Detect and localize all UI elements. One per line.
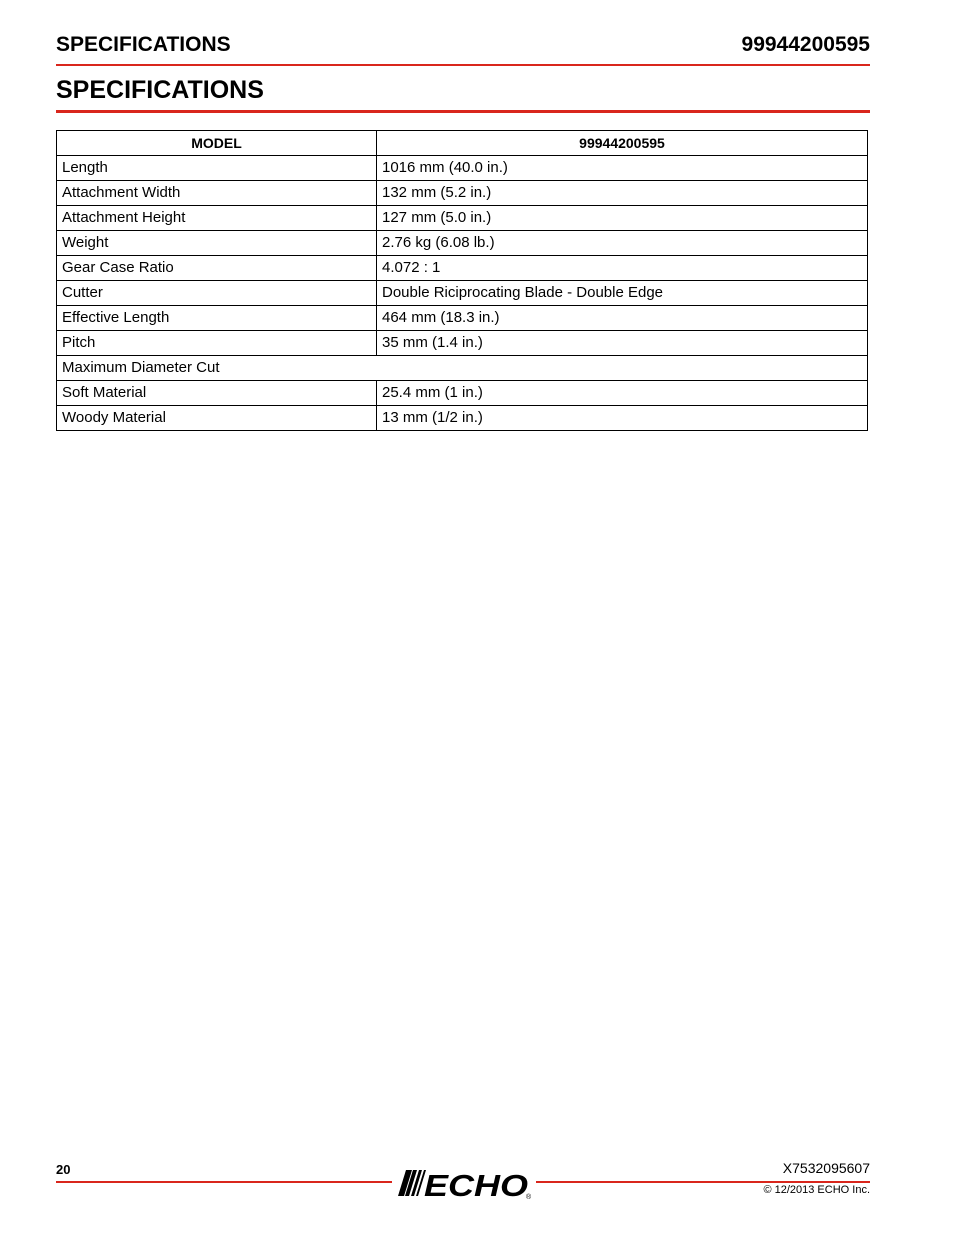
table-row bbox=[57, 406, 868, 431]
copyright-notice: © 12/2013 ECHO Inc. bbox=[763, 1184, 870, 1196]
page-number: 20 bbox=[56, 1162, 71, 1177]
echo-logo-wordmark: ECHO bbox=[424, 1168, 528, 1200]
spec-value: 1016 mm (40.0 in.) bbox=[377, 156, 868, 181]
column-header-model-number: 99944200595 bbox=[377, 131, 868, 156]
spec-label: Weight bbox=[57, 231, 377, 256]
spec-value: 13 mm (1/2 in.) bbox=[377, 406, 868, 431]
spec-label: Woody Material bbox=[57, 406, 377, 431]
table-row bbox=[57, 306, 868, 331]
spec-label: Maximum Diameter Cut bbox=[57, 356, 868, 381]
page-title-text: SPECIFICATIONS bbox=[56, 76, 264, 104]
echo-logo-stripes bbox=[398, 1170, 426, 1196]
running-header bbox=[56, 30, 870, 66]
spec-value: Double Riciprocating Blade - Double Edge bbox=[377, 281, 868, 306]
table-row bbox=[57, 231, 868, 256]
column-header-model: MODEL bbox=[57, 131, 377, 156]
spec-label: Pitch bbox=[57, 331, 377, 356]
table-row bbox=[57, 256, 868, 281]
footer-rule-right bbox=[536, 1181, 870, 1183]
spec-value: 464 mm (18.3 in.) bbox=[377, 306, 868, 331]
spec-value: 2.76 kg (6.08 lb.) bbox=[377, 231, 868, 256]
footer-rule-left bbox=[56, 1181, 392, 1183]
spec-label: Length bbox=[57, 156, 377, 181]
spec-value: 132 mm (5.2 in.) bbox=[377, 181, 868, 206]
spec-value: 35 mm (1.4 in.) bbox=[377, 331, 868, 356]
spec-label: Gear Case Ratio bbox=[57, 256, 377, 281]
spec-label: Cutter bbox=[57, 281, 377, 306]
table-row bbox=[57, 331, 868, 356]
spec-label: Attachment Height bbox=[57, 206, 377, 231]
spec-label: Attachment Width bbox=[57, 181, 377, 206]
table-row bbox=[57, 206, 868, 231]
document-number: X7532095607 bbox=[782, 1160, 870, 1176]
table-row bbox=[57, 281, 868, 306]
table-header-row bbox=[57, 131, 868, 156]
spec-value: 127 mm (5.0 in.) bbox=[377, 206, 868, 231]
spec-label: Soft Material bbox=[57, 381, 377, 406]
specifications-table-body bbox=[57, 156, 868, 431]
spec-label: Effective Length bbox=[57, 306, 377, 331]
table-row bbox=[57, 356, 868, 381]
table-row bbox=[57, 156, 868, 181]
table-row bbox=[57, 381, 868, 406]
spec-value: 25.4 mm (1 in.) bbox=[377, 381, 868, 406]
table-row bbox=[57, 181, 868, 206]
echo-logo-registered-mark: ® bbox=[526, 1194, 532, 1200]
header-section-title: SPECIFICATIONS bbox=[56, 33, 231, 56]
page-title bbox=[56, 74, 870, 113]
echo-logo bbox=[394, 1166, 536, 1200]
header-model-number: 99944200595 bbox=[741, 33, 870, 56]
specifications-table bbox=[56, 130, 868, 431]
spec-value: 4.072 : 1 bbox=[377, 256, 868, 281]
